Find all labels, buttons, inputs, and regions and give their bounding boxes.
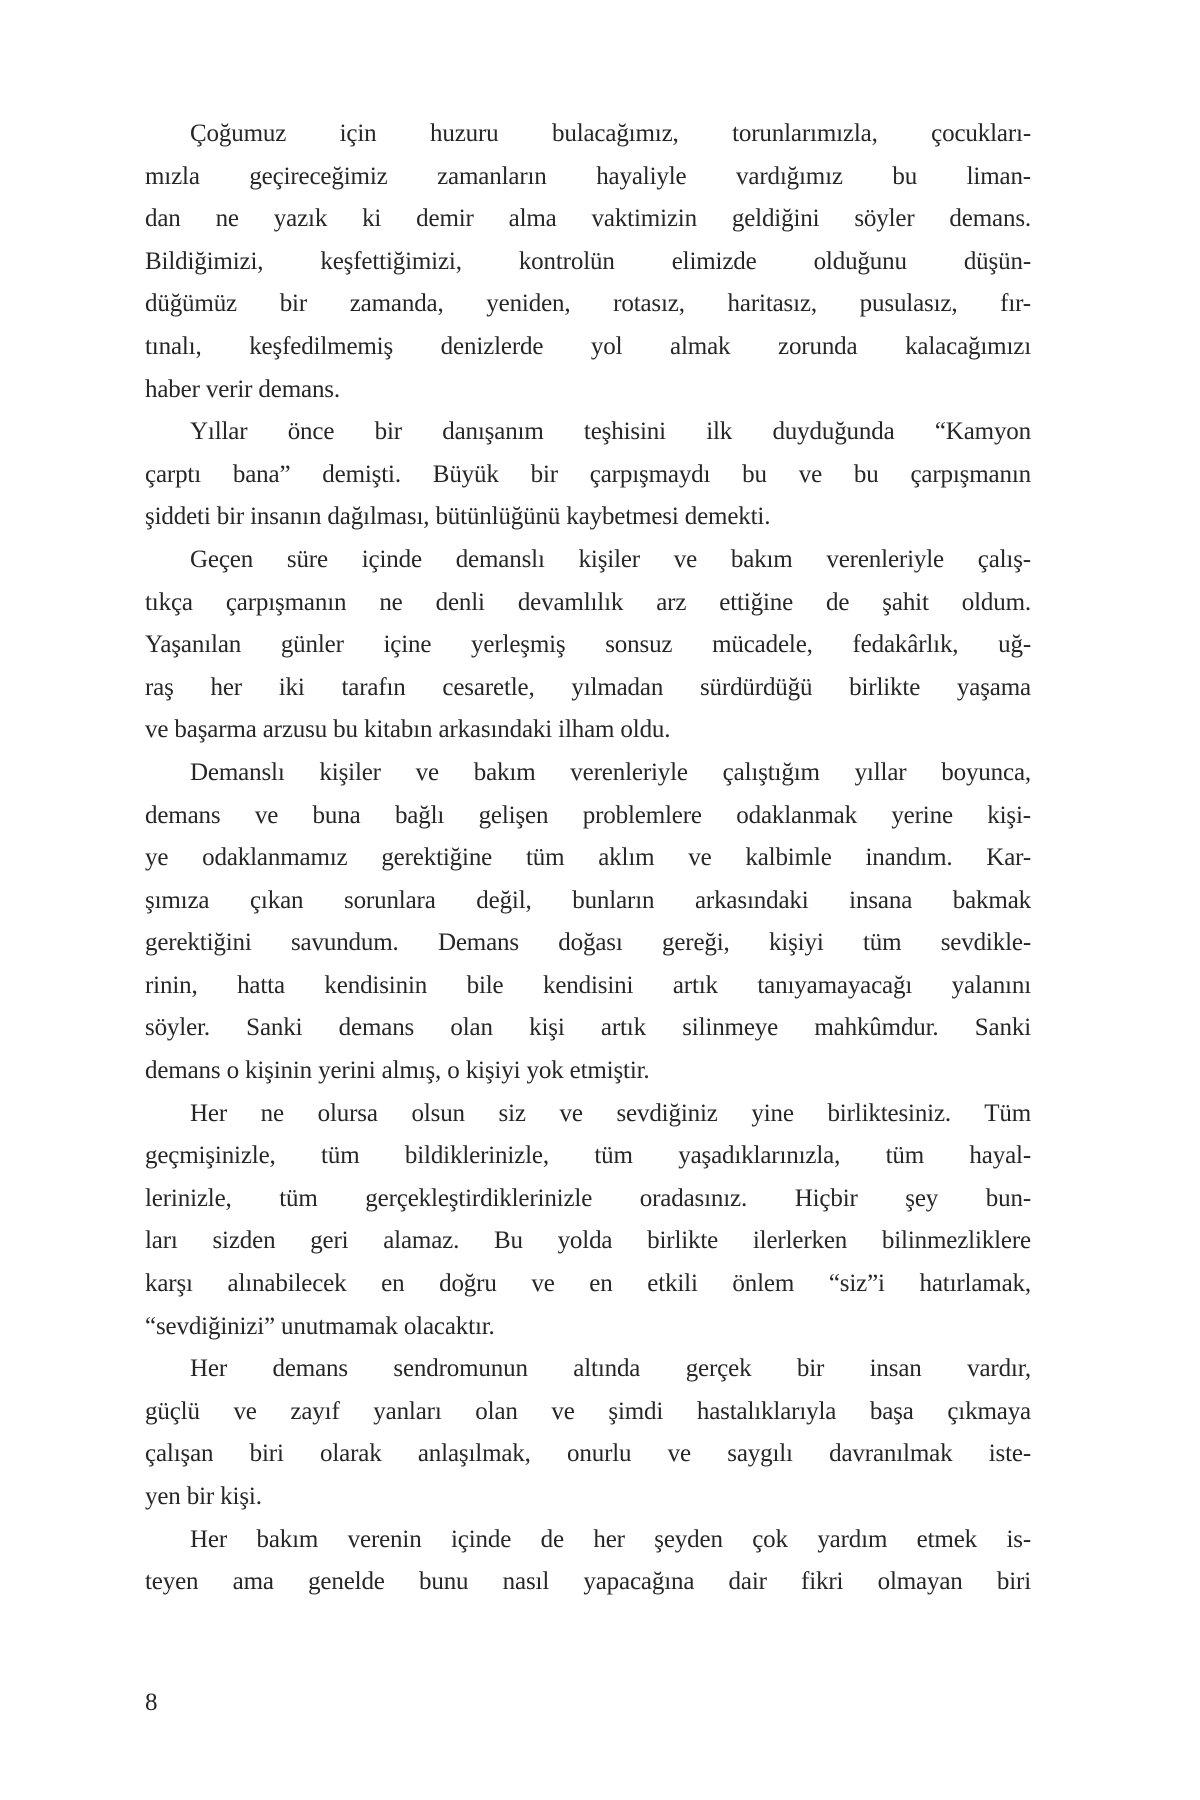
text-line: raş her iki tarafın cesaretle, yılmadan sürdürdüğü birlikte yaşama: [145, 673, 1031, 701]
text-line: ye odaklanmamız gerektiğine tüm aklım ve kalbimle inandım. Kar-: [145, 844, 1031, 872]
text-line: haber verir demans.: [145, 375, 340, 403]
text-line: mızla geçireceğimiz zamanların hayaliyle vardığımız bu liman-: [145, 162, 1031, 190]
text-line: Geçen süre içinde demanslı kişiler ve bakım verenleriyle çalış-: [190, 545, 1031, 573]
paragraph: [145, 1348, 1031, 1518]
body-text: [145, 113, 1031, 1604]
text-line: demans ve buna bağlı gelişen problemlere odaklanmak yerine kişi-: [145, 801, 1031, 829]
text-line: tınalı, keşfedilmemiş denizlerde yol almak zorunda kalacağımızı: [145, 332, 1031, 360]
paragraph: [145, 1093, 1031, 1349]
text-line: şımıza çıkan sorunlara değil, bunların arkasındaki insana bakmak: [145, 886, 1031, 914]
text-line: çarptı bana” demişti. Büyük bir çarpışmaydı bu ve bu çarpışmanın: [145, 460, 1031, 488]
text-line: Her ne olursa olsun siz ve sevdiğiniz yine birliktesiniz. Tüm: [190, 1099, 1031, 1127]
text-line: Her bakım verenin içinde de her şeyden çok yardım etmek is-: [190, 1525, 1031, 1553]
text-line: “sevdiğinizi” unutmamak olacaktır.: [145, 1312, 495, 1340]
text-line: dan ne yazık ki demir alma vaktimizin geldiğini söyler demans.: [145, 205, 1031, 233]
text-line: rinin, hatta kendisinin bile kendisini artık tanıyamayacağı yalanını: [145, 971, 1031, 999]
text-line: düğümüz bir zamanda, yeniden, rotasız, haritasız, pusulasız, fır-: [145, 290, 1031, 318]
text-line: Yaşanılan günler içine yerleşmiş sonsuz mücadele, fedakârlık, uğ-: [145, 631, 1031, 659]
text-line: Her demans sendromunun altında gerçek bir insan vardır,: [190, 1355, 1031, 1383]
paragraph: [145, 752, 1031, 1093]
paragraph: [145, 411, 1031, 539]
paragraph: [145, 1519, 1031, 1604]
text-line: teyen ama genelde bunu nasıl yapacağına dair fikri olmayan biri: [145, 1568, 1031, 1596]
text-line: karşı alınabilecek en doğru ve en etkili önlem “siz”i hatırlamak,: [145, 1270, 1031, 1298]
text-line: ları sizden geri alamaz. Bu yolda birlikte ilerlerken bilinmezliklere: [145, 1227, 1031, 1255]
text-line: geçmişinizle, tüm bildiklerinizle, tüm yaşadıklarınızla, tüm hayal-: [145, 1142, 1031, 1170]
text-line: yen bir kişi.: [145, 1483, 262, 1510]
paragraph: [145, 113, 1031, 411]
text-line: demans o kişinin yerini almış, o kişiyi yok etmiştir.: [145, 1057, 650, 1085]
text-line: Demanslı kişiler ve bakım verenleriyle çalıştığım yıllar boyunca,: [190, 758, 1031, 786]
text-line: söyler. Sanki demans olan kişi artık silinmeye mahkûmdur. Sanki: [145, 1014, 1031, 1042]
text-line: çalışan biri olarak anlaşılmak, onurlu ve saygılı davranılmak iste-: [145, 1440, 1031, 1468]
text-line: Çoğumuz için huzuru bulacağımız, torunlarımızla, çocukları-: [190, 120, 1031, 147]
page-number: 8: [145, 1689, 158, 1716]
text-line: gerektiğini savundum. Demans doğası gereği, kişiyi tüm sevdikle-: [145, 929, 1031, 957]
text-line: ve başarma arzusu bu kitabın arkasındaki ilham oldu.: [145, 716, 671, 744]
text-line: tıkça çarpışmanın ne denli devamlılık arz ettiğine de şahit oldum.: [145, 588, 1031, 616]
text-line: Bildiğimizi, keşfettiğimizi, kontrolün elimizde olduğunu düşün-: [145, 247, 1031, 275]
text-line: şiddeti bir insanın dağılması, bütünlüğünü kaybetmesi demekti.: [145, 503, 771, 531]
text-line: güçlü ve zayıf yanları olan ve şimdi hastalıklarıyla başa çıkmaya: [145, 1397, 1031, 1425]
text-line: lerinizle, tüm gerçekleştirdiklerinizle oradasınız. Hiçbir şey bun-: [145, 1184, 1031, 1212]
paragraph: [145, 539, 1031, 752]
text-line: Yıllar önce bir danışanım teşhisini ilk duyduğunda “Kamyon: [190, 418, 1031, 446]
